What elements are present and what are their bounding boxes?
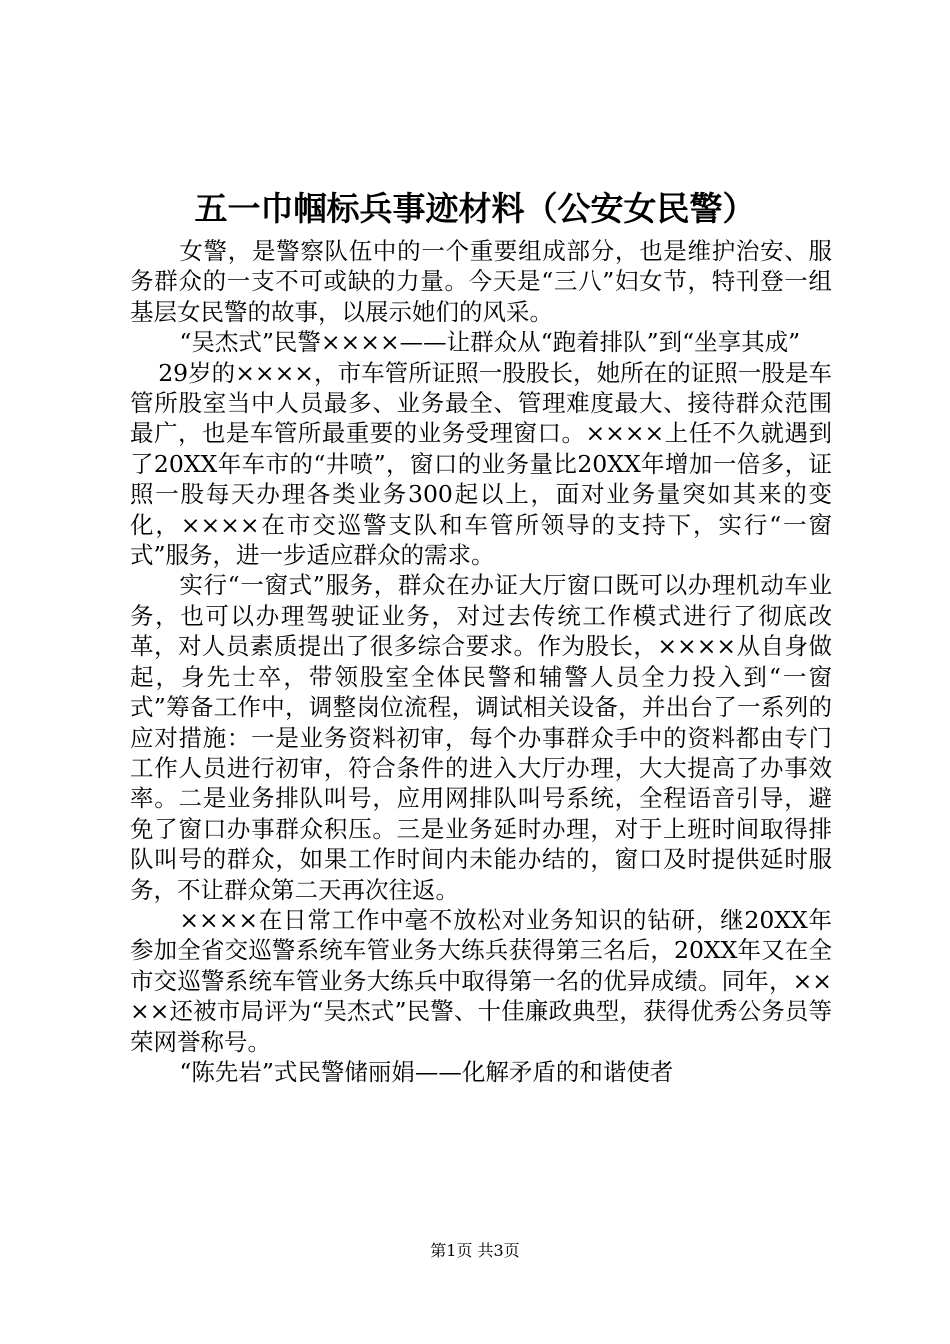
paragraph-achievements: ××××在日常工作中毫不放松对业务知识的钻研，继20XX年参加全省交巡警系统车管业务大练兵获得第三名后，20XX年又在全市交巡警系统车管业务大练兵中取得第一名的优异成绩。同年，××××还被市局评为“吴杰式”民警、十佳廉政典型，获得优秀公务员等荣网誉称号。 <box>130 905 832 1056</box>
page-footer: 第1页 共3页 <box>430 1241 520 1260</box>
paragraph-intro: 女警，是警察队伍中的一个重要组成部分，也是维护治安、服务群众的一支不可或缺的力量。今天是“三八”妇女节，特刊登一组基层女民警的故事，以展示她们的风采。 <box>130 237 832 326</box>
document-title: 五一巾帼标兵事迹材料（公安女民警） <box>194 189 756 228</box>
document-body <box>130 236 832 1087</box>
paragraph-profile: 29岁的××××，市车管所证照一股股长，她所在的证照一股是车管所股室当中人员最多、业务最全、管理难度最大、接待群众范围最广，也是车管所最重要的业务受理窗口。××××上任不久就遇到了20XX年车市的“井喷”，窗口的业务量比20XX年增加一倍多，证照一股每天办理各类业务300起以上，面对业务量突如其来的变化，××××在市交巡警支队和车管所领导的支持下，实行“一窗式”服务，进一步适应群众的需求。 <box>130 358 832 570</box>
section-heading-2: “陈先岩”式民警储丽娟——化解矛盾的和谐使者 <box>179 1057 674 1086</box>
paragraph-one-window-service: 实行“一窗式”服务，群众在办证大厅窗口既可以办理机动车业务，也可以办理驾驶证业务，对过去传统工作模式进行了彻底改革，对人员素质提出了很多综合要求。作为股长，××××从自身做起，身先士卒，带领股室全体民警和辅警人员全力投入到“一窗式”筹备工作中，调整岗位流程，调试相关设备，并出台了一系列的应对措施：一是业务资料初审，每个办事群众手中的资料都由专门工作人员进行初审，符合条件的进入大厅办理，大大提高了办事效率。二是业务排队叫号，应用网排队叫号系统，全程语音引导，避免了窗口办事群众积压。三是业务延时办理，对于上班时间取得排队叫号的群众，如果工作时间内未能办结的，窗口及时提供延时服务，不让群众第二天再次往返。 <box>130 571 832 904</box>
section-heading-1: “吴杰式”民警××××——让群众从“跑着排队”到“坐享其成” <box>179 328 801 357</box>
